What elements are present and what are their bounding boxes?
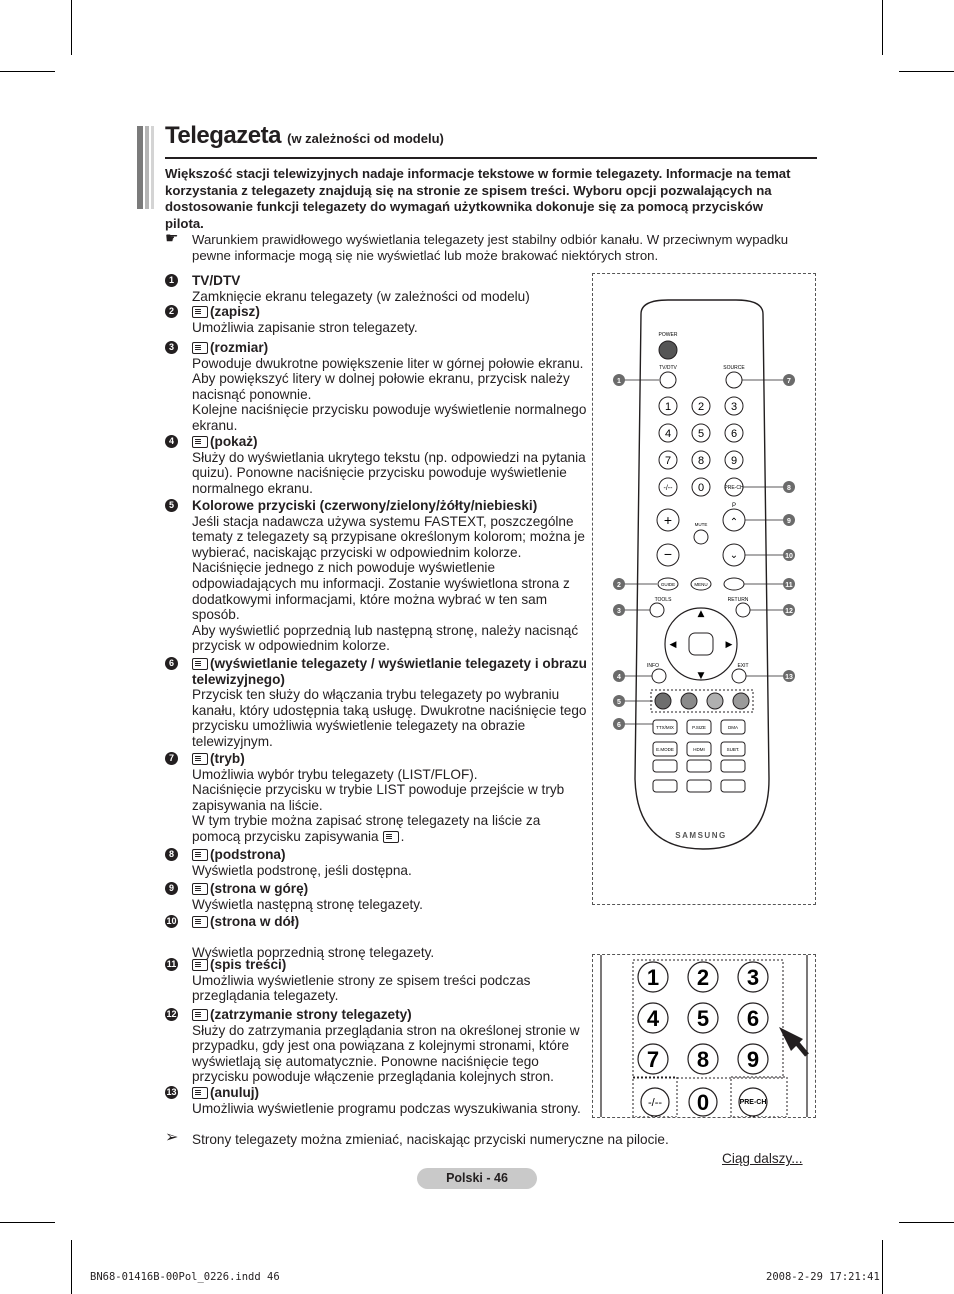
store-button-icon (383, 831, 399, 843)
item-6 (165, 656, 590, 750)
exit-button (732, 669, 746, 683)
return-label: RETURN (727, 597, 749, 603)
zoom-digit-label: 4 (646, 1006, 660, 1031)
callout-number: 13 (785, 674, 793, 681)
source-button (726, 372, 742, 388)
item-number-badge: 6 (165, 657, 178, 670)
function-button-label: DMA (728, 725, 738, 730)
item-number-badge: 2 (165, 305, 178, 318)
section-marker-bar (151, 126, 154, 209)
item-heading: (anuluj) (192, 1085, 590, 1101)
zoom-digit-label: 7 (646, 1047, 660, 1072)
crop-mark (71, 1240, 72, 1294)
section-marker-bar (145, 126, 149, 209)
brand-logo: SAMSUNG (675, 831, 727, 840)
digit-label: 6 (730, 428, 738, 440)
tools-label: TOOLS (654, 597, 672, 603)
item-1 (165, 273, 590, 304)
item-description: Zamknięcie ekranu telegazety (w zależności od modelu) (192, 288, 530, 304)
source-label: SOURCE (723, 365, 745, 371)
item-description: Wyświetla podstronę, jeśli dostępna. (192, 862, 412, 878)
callout-number: 1 (617, 378, 621, 385)
item-number-badge: 10 (166, 916, 177, 926)
digit-label: 9 (730, 455, 738, 467)
chevron-up-icon: ⌃ (729, 517, 739, 528)
item-9 (165, 881, 590, 912)
color-button-yellow (707, 693, 723, 709)
function-button-label: SUBT. (726, 747, 740, 752)
arrow-bullet-icon: ➢ (165, 1129, 179, 1146)
item-heading: (wyświetlanie telegazety / wyświetlanie telegazety i obrazu telewizyjnego) (192, 656, 587, 687)
teletext-button-icon (192, 753, 208, 765)
item-2 (165, 304, 590, 335)
digit-label: 8 (697, 455, 705, 467)
info-label: INFO (647, 663, 659, 669)
color-button-red (655, 693, 671, 709)
item-10 (165, 914, 590, 961)
callout-number: 12 (785, 608, 793, 615)
teletext-button-icon (192, 1009, 208, 1021)
tip-text: Strony telegazety można zmieniać, naciskając przyciski numeryczne na pilocie. (192, 1132, 669, 1147)
zoom-prech-label: PRE-CH (739, 1099, 767, 1106)
callout-number: 3 (617, 608, 621, 615)
zoom-dash-label: -/-- (647, 1097, 663, 1109)
crop-mark (882, 1240, 883, 1294)
callout-number: 2 (617, 582, 621, 589)
continued-link[interactable]: Ciąg dalszy... (722, 1151, 803, 1166)
zoom-digit-label: 2 (696, 965, 710, 990)
tools-button (650, 603, 664, 617)
remote-control-illustration (593, 274, 815, 904)
callout-number: 10 (785, 553, 793, 560)
function-button-label: P.SIZE (692, 725, 706, 730)
color-button-blue (733, 693, 749, 709)
exit-label: EXIT (737, 663, 749, 669)
item-heading: (podstrona) (192, 847, 590, 863)
pointer-arrow-tail (797, 1043, 807, 1055)
item-heading: Kolorowe przyciski (czerwony/zielony/żółty/niebieski) (192, 498, 538, 513)
page-title: Telegazeta (w zależności od modelu) (165, 122, 444, 149)
media-button (721, 780, 745, 792)
teletext-button-icon (192, 436, 208, 448)
chevron-down-icon: ⌄ (729, 550, 739, 561)
note-text: Warunkiem prawidłowego wyświetlania telegazety jest stabilny odbiór kanału. W przeciwnym wypadku pewne informacje mogą się nie wyświetlać lub może brakować niektórych stron. (192, 232, 789, 263)
callout-number: 8 (787, 485, 791, 492)
item-heading: (rozmiar) (192, 340, 590, 356)
tip-note (165, 1129, 785, 1148)
item-heading: (strona w dół) (192, 914, 590, 930)
zoom-digit-label: 3 (746, 965, 760, 990)
item-number-badge: 11 (166, 959, 177, 969)
item-number-badge: 13 (166, 1087, 177, 1097)
item-heading: (strona w górę) (192, 881, 590, 897)
teletext-button-icon (192, 959, 208, 971)
title-note: (w zależności od modelu) (287, 131, 444, 146)
item-heading: (zatrzymanie strony telegazety) (192, 1007, 590, 1023)
crop-mark (71, 0, 72, 55)
p-label: P (731, 503, 737, 509)
arrow-down-icon: ▼ (697, 671, 705, 681)
arrow-left-icon: ◀ (669, 640, 677, 650)
pointing-hand-icon: ☛ (165, 230, 179, 247)
remote-illustration-frame (592, 273, 816, 905)
zero-label: 0 (697, 482, 705, 494)
arrow-up-icon: ▲ (697, 609, 705, 619)
menu-label: MENU (694, 582, 708, 587)
digit-label: 4 (664, 428, 672, 440)
mute-label: MUTE (694, 522, 708, 527)
prech-label: PRE-CH (724, 485, 744, 491)
digit-label: 1 (664, 401, 672, 413)
item-description: Umożliwia zapisanie stron telegazety. (192, 319, 418, 335)
item-description: Umożliwia wyświetlenie programu podczas wyszukiwania strony. (192, 1100, 581, 1116)
note (165, 232, 805, 263)
item-description: Służy do wyświetlania ukrytego tekstu (np. odpowiedzi na pytania quizu). Ponowne naciśnięcie przycisku powoduje wyświetlenie normalnego ekranu. (192, 449, 586, 496)
teletext-button-icon (192, 342, 208, 354)
teletext-button-icon (192, 916, 208, 928)
keypad-zoom-frame (592, 954, 816, 1118)
footer-timestamp: 2008-2-29 17:21:41 (766, 1271, 880, 1283)
intro-paragraph: Większość stacji telewizyjnych nadaje informacje tekstowe w formie telegazety. Informacje na temat korzystania z telegazety znajdują się na stronie ze spisem treści. Wyboru opcji pozwalających na dostosowanie funkcji telegazety do wymagań użytkownika dokonuje się za pomocą przycisków pilota. (165, 166, 791, 231)
function-button-label: TTX/MIX (656, 725, 674, 730)
item-number-badge: 7 (165, 752, 178, 765)
tvdtv-label: TV/DTV (659, 365, 677, 371)
section-marker-bar (137, 126, 143, 209)
media-button (687, 760, 711, 772)
footer-file-info: BN68-01416B-00Pol_0226.indd 46 (90, 1271, 280, 1283)
zoom-digit-label: 1 (646, 965, 660, 990)
crop-mark (0, 1222, 55, 1223)
item-description: Wyświetla poprzednią stronę telegazety. (192, 945, 435, 961)
item-13 (165, 1085, 590, 1116)
volume-up-icon: + (663, 512, 673, 528)
item-number-badge: 9 (165, 882, 178, 895)
zoom-digit-label: 9 (746, 1047, 760, 1072)
return-button (736, 603, 750, 617)
item-description: Wyświetla następną stronę telegazety. (192, 896, 423, 912)
item-description: Umożliwia wybór trybu telegazety (LIST/FLOF). Naciśnięcie przycisku w trybie LIST powoduje przejście w tryb zapisywania na liście. W tym trybie można zapisać stronę telegazety na liście za pomocą przycisku zapisywania . (192, 766, 565, 844)
mute-button (694, 530, 708, 544)
media-button (687, 780, 711, 792)
arrow-right-icon: ▶ (725, 640, 733, 650)
item-heading: (pokaż) (192, 434, 590, 450)
item-heading: (zapisz) (192, 304, 590, 320)
media-button (653, 780, 677, 792)
callout-number: 9 (787, 518, 791, 525)
teletext-button-icon (192, 658, 208, 670)
zoom-digit-label: 6 (746, 1006, 760, 1031)
volume-down-icon: − (663, 546, 673, 562)
item-description: Umożliwia wyświetlenie strony ze spisem treści podczas przeglądania telegazety. (192, 972, 531, 1004)
color-button-green (681, 693, 697, 709)
teletext-button-icon (192, 849, 208, 861)
zoom-digit-label: 8 (696, 1047, 710, 1072)
media-button (653, 760, 677, 772)
function-button-label: HDMI (693, 747, 705, 752)
zoom-zero-label: 0 (696, 1090, 710, 1115)
item-8 (165, 847, 590, 878)
tvdtv-button (660, 372, 676, 388)
index-button (724, 578, 744, 590)
callout-number: 4 (617, 674, 621, 681)
item-number-badge: 3 (165, 341, 178, 354)
keypad-zoom-illustration (593, 955, 815, 1117)
callout-number: 11 (785, 582, 793, 589)
zoom-digit-label: 5 (696, 1006, 710, 1031)
function-button-label: E.MODE (656, 747, 674, 752)
item-description: Powoduje dwukrotne powiększenie liter w górnej połowie ekranu. Aby powiększyć litery w dolnej połowie ekranu, przycisk należy nacisnąć ponownie. Kolejne naciśnięcie przycisku powoduje wyświetlenie normalnego ekranu. (192, 355, 587, 433)
info-button (652, 669, 666, 683)
callout-number: 6 (617, 722, 621, 729)
teletext-button-icon (192, 306, 208, 318)
dash-label: -/-- (663, 485, 673, 492)
item-3 (165, 340, 590, 434)
page-number-badge: Polski - 46 (417, 1168, 537, 1189)
item-number-badge: 5 (165, 499, 178, 512)
item-heading: TV/DTV (192, 273, 241, 288)
item-heading: (spis treści) (192, 957, 590, 973)
media-button (721, 760, 745, 772)
item-12 (165, 1007, 590, 1085)
callout-number: 7 (787, 378, 791, 385)
item-number-badge: 12 (166, 1009, 177, 1019)
digit-label: 3 (730, 401, 738, 413)
item-description: Służy do zatrzymania przeglądania stron na określonej stronie w przypadku, gdy jest ona powiązana z kolejnymi stronami, które wyświetlają się automatycznie. Ponowne naciśnięcie tego przycisku powoduje włączenie przeglądania kolejnych stron. (192, 1022, 580, 1085)
item-description: Przycisk ten służy do włączania trybu telegazety po wybraniu kanału, który udostępnia taką usługę. Dwukrotne naciśnięcie tego przycisku umożliwia wyświetlenie telegazety na obrazie telewizyjnym. (192, 687, 587, 749)
digit-label: 2 (697, 401, 705, 413)
crop-mark (0, 71, 55, 72)
callout-number: 5 (617, 699, 621, 706)
item-number-badge: 1 (165, 274, 178, 287)
item-11 (165, 957, 590, 1004)
item-4 (165, 434, 590, 496)
item-number-badge: 4 (165, 435, 178, 448)
crop-mark (899, 1222, 954, 1223)
digit-label: 5 (697, 428, 705, 440)
digit-label: 7 (664, 455, 672, 467)
teletext-button-icon (192, 1087, 208, 1099)
enter-button (689, 633, 713, 655)
item-5 (165, 498, 590, 654)
guide-label: GUIDE (660, 582, 676, 587)
crop-mark (899, 71, 954, 72)
crop-mark (882, 0, 883, 55)
item-description: Jeśli stacja nadawcza używa systemu FASTEXT, poszczególne tematy z telegazety są przypisane określonym kolorom; można je wybierać, naciskając przyciski w odpowiednim kolorze. Naciśnięcie jednego z nich powoduje wyświetlenie odpowiadających mu informacji. Zostanie wyświetlona strona z dodatkowymi informacjami, które można wybrać w ten sam sposób. Aby wyświetlić poprzednią lub następną stronę, należy nacisnąć przycisk w odpowiednim kolorze. (192, 513, 585, 654)
teletext-button-icon (192, 883, 208, 895)
title-rule (165, 157, 817, 159)
power-button (659, 341, 677, 359)
item-number-badge: 8 (165, 848, 178, 861)
item-7 (165, 751, 590, 845)
power-label: POWER (658, 332, 678, 338)
item-heading: (tryb) (192, 751, 590, 767)
